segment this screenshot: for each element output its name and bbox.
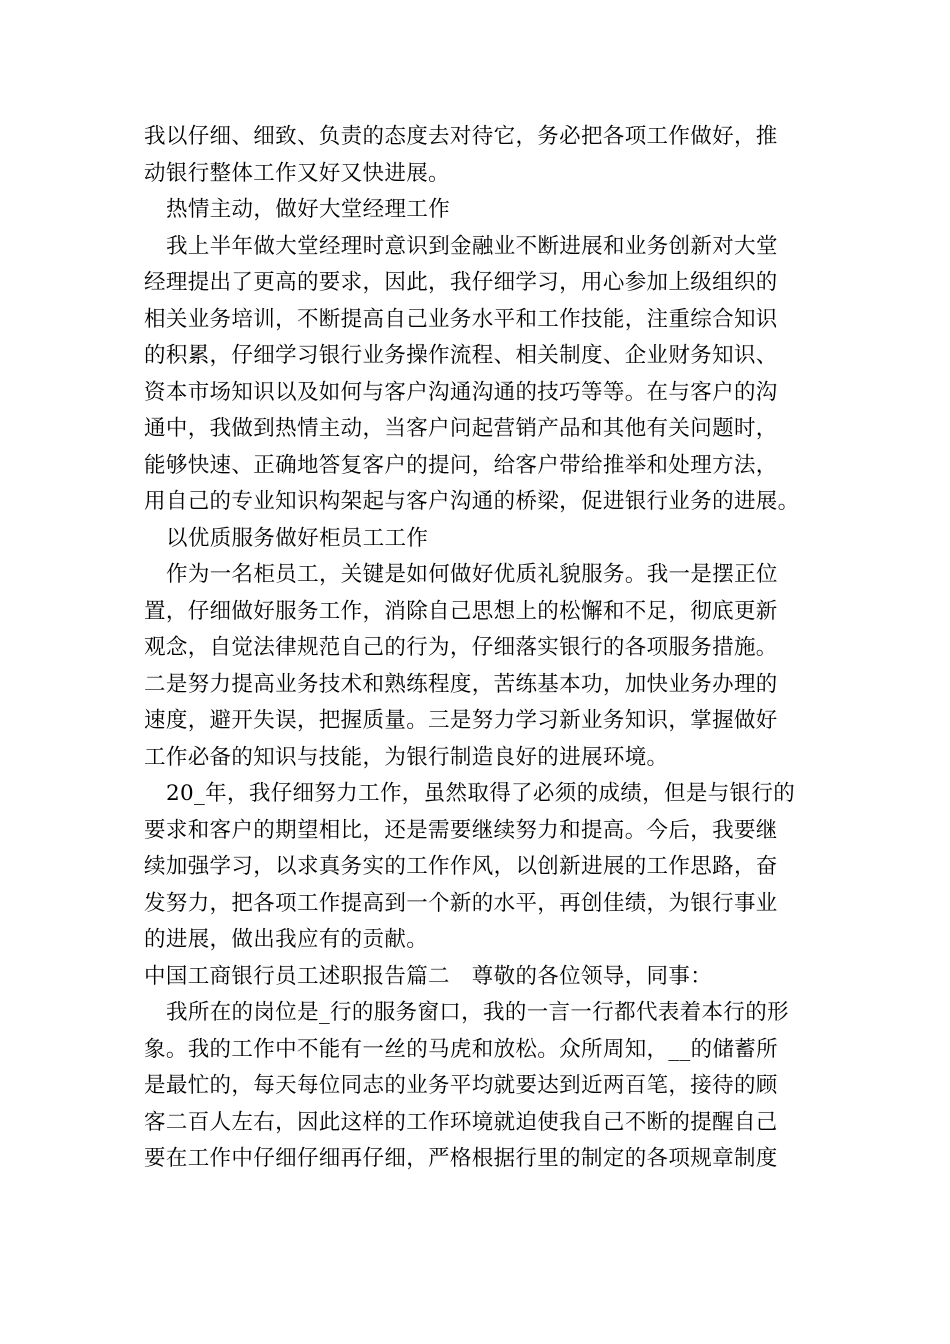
body-text-line: 资本市场知识以及如何与客户沟通沟通的技巧等等。在与客户的沟 — [144, 380, 778, 405]
body-text-line: 是最忙的，每天每位同志的业务平均就要达到近两百笔，接待的顾 — [144, 1073, 778, 1098]
body-text-line: 要求和客户的期望相比，还是需要继续努力和提高。今后，我要继 — [144, 818, 778, 843]
body-text-line: 要在工作中仔细仔细再仔细，严格根据行里的制定的各项规章制度 — [144, 1146, 778, 1171]
paragraph-first-line: 我上半年做大堂经理时意识到金融业不断进展和业务创新对大堂 — [166, 234, 778, 259]
body-text-line: 的积累，仔细学习银行业务操作流程、相关制度、企业财务知识、 — [144, 343, 778, 368]
body-text-line: 相关业务培训，不断提高自己业务水平和工作技能，注重综合知识 — [144, 307, 778, 332]
body-text-line: 通中，我做到热情主动，当客户问起营销产品和其他有关问题时， — [144, 416, 778, 441]
paragraph-first-line: 20_年，我仔细努力工作，虽然取得了必须的成绩，但是与银行的 — [166, 781, 796, 806]
body-text-line: 发努力，把各项工作提高到一个新的水平，再创佳绩，为银行事业 — [144, 891, 778, 916]
body-text-line: 二是努力提高业务技术和熟练程度，苦练基本功，加快业务办理的 — [144, 672, 778, 697]
body-text-line: 动银行整体工作又好又快进展。 — [144, 161, 450, 186]
body-text-line: 续加强学习，以求真务实的工作作风，以创新进展的工作思路，奋 — [144, 854, 778, 879]
paragraph-first-line: 作为一名柜员工，关键是如何做好优质礼貌服务。我一是摆正位 — [166, 562, 778, 587]
body-text-line: 工作必备的知识与技能，为银行制造良好的进展环境。 — [144, 745, 669, 770]
body-text-line: 置，仔细做好服务工作，消除自己思想上的松懈和不足，彻底更新 — [144, 599, 778, 624]
body-text-line: 经理提出了更高的要求，因此，我仔细学习，用心参加上级组织的 — [144, 270, 778, 295]
body-text-line: 客二百人左右，因此这样的工作环境就迫使我自己不断的提醒自己 — [144, 1110, 778, 1135]
body-text-line: 象。我的工作中不能有一丝的马虎和放松。众所周知，__的储蓄所 — [144, 1037, 779, 1062]
report-title-line: 中国工商银行员工述职报告篇二 尊敬的各位领导，同事： — [144, 964, 713, 989]
body-text-line: 能够快速、正确地答复客户的提问，给客户带给推举和处理方法， — [144, 453, 778, 478]
body-text-line: 我以仔细、细致、负责的态度去对待它，务必把各项工作做好，推 — [144, 124, 778, 149]
body-text-line: 用自己的专业知识构架起与客户沟通的桥梁，促进银行业务的进展。 — [144, 489, 800, 514]
body-text-line: 观念，自觉法律规范自己的行为，仔细落实银行的各项服务措施。 — [144, 635, 778, 660]
section-heading: 热情主动，做好大堂经理工作 — [166, 197, 451, 222]
body-text-line: 的进展，做出我应有的贡献。 — [144, 927, 429, 952]
section-heading: 以优质服务做好柜员工工作 — [166, 526, 429, 551]
paragraph-first-line: 我所在的岗位是_行的服务窗口，我的一言一行都代表着本行的形 — [166, 1000, 789, 1025]
body-text-line: 速度，避开失误，把握质量。三是努力学习新业务知识，掌握做好 — [144, 708, 778, 733]
